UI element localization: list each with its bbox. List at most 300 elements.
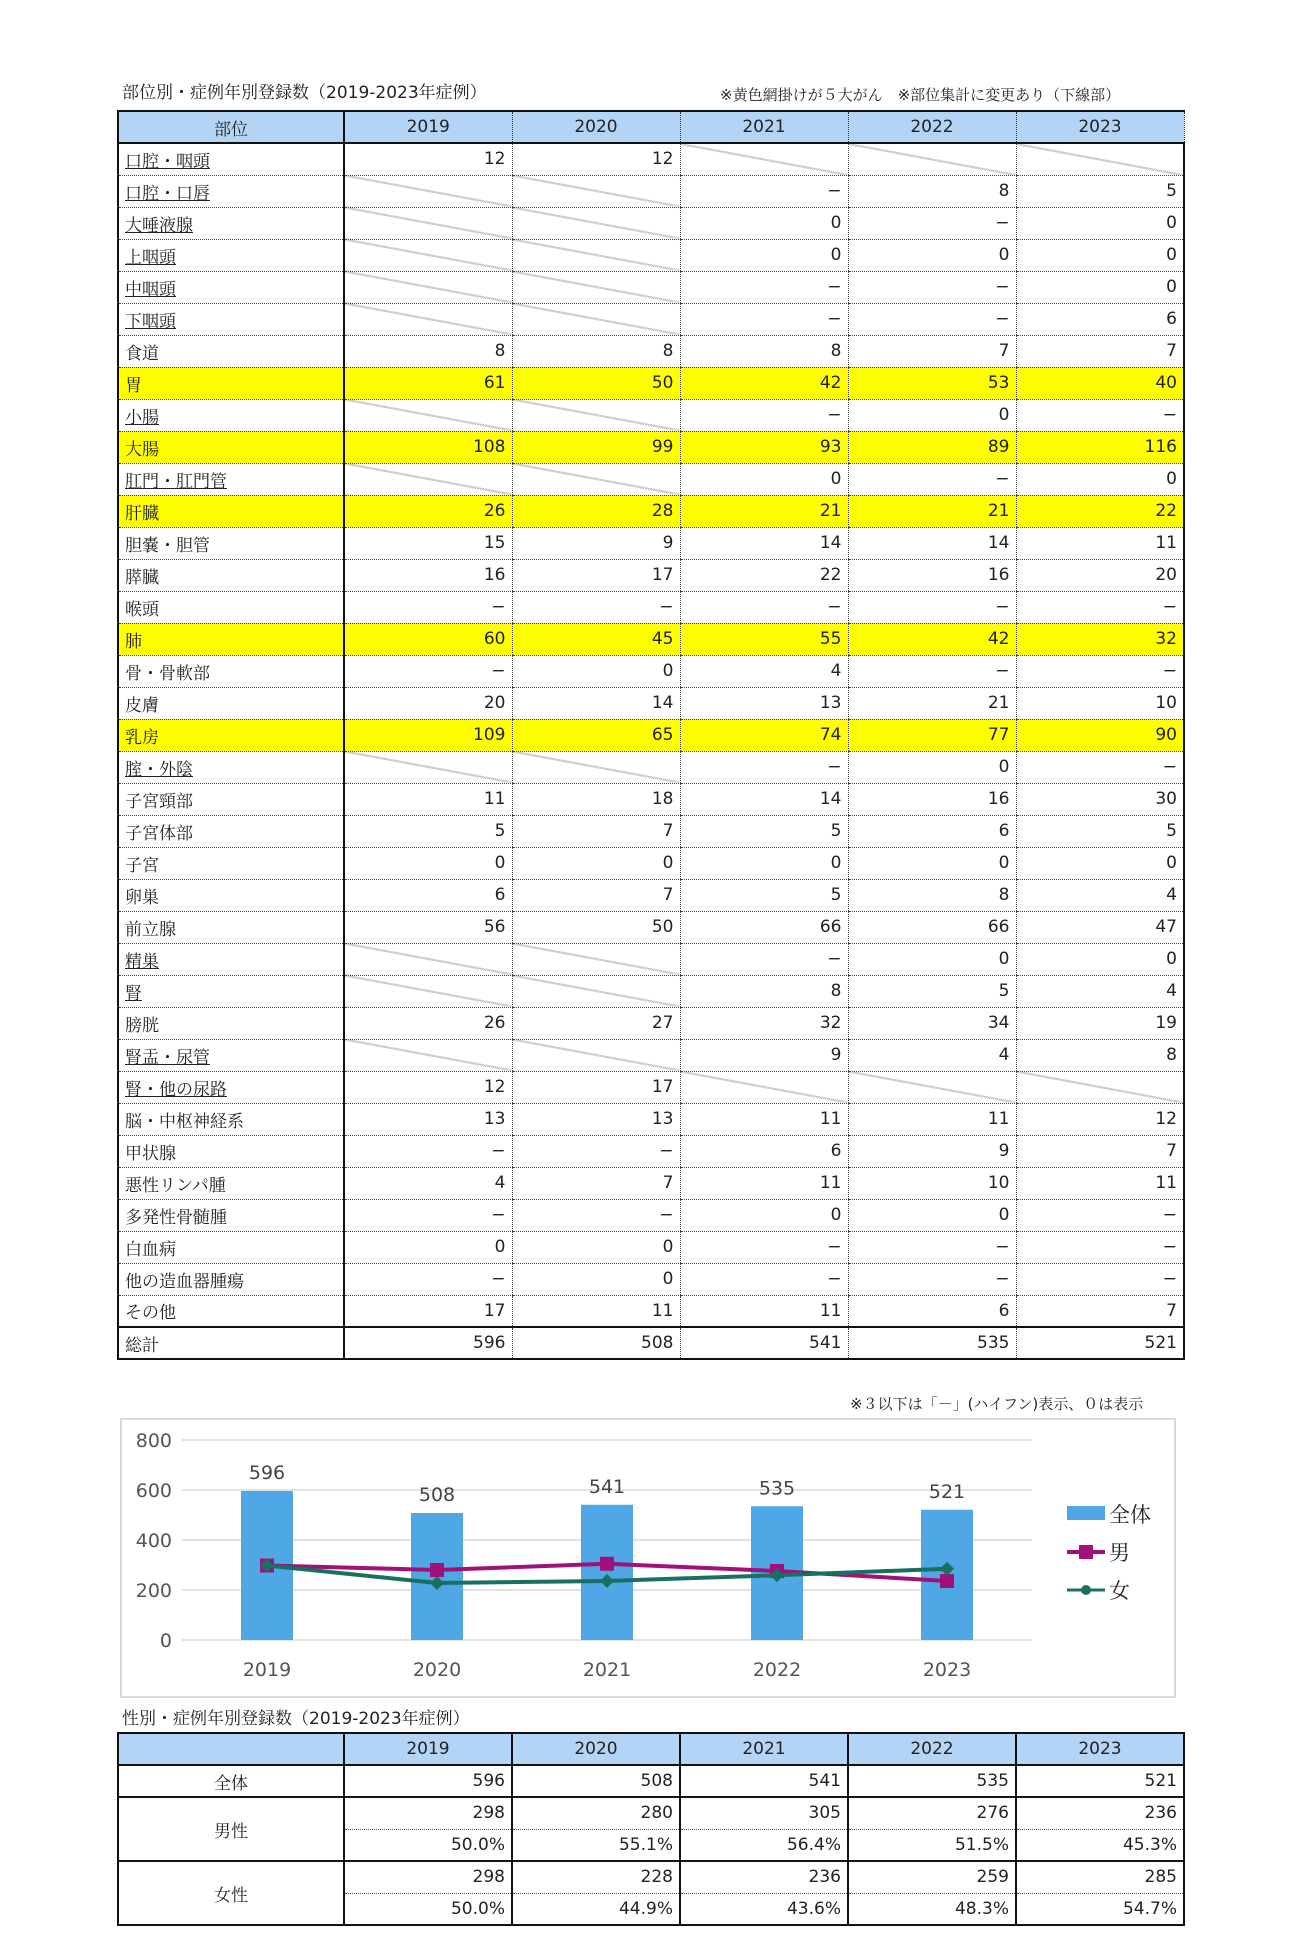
site-name-text: 子宮 [125, 855, 159, 876]
count-cell: 5 [1016, 175, 1184, 207]
count-cell: 22 [1016, 495, 1184, 527]
count-cell: 0 [1016, 271, 1184, 303]
count-cell: 66 [848, 911, 1016, 943]
sex-cell: 54.7% [1016, 1893, 1184, 1925]
count-cell: 5 [848, 975, 1016, 1007]
site-row [118, 1167, 1184, 1199]
marker-male [600, 1557, 614, 1571]
count-cell: 7 [1016, 335, 1184, 367]
count-cell: 13 [512, 1103, 680, 1135]
count-cell: − [848, 1263, 1016, 1295]
site-row [118, 655, 1184, 687]
count-cell: 16 [848, 559, 1016, 591]
count-cell: 77 [848, 719, 1016, 751]
site-row [118, 431, 1184, 463]
chart-canvas [122, 1420, 1174, 1696]
count-cell: − [1016, 399, 1184, 431]
site-row [118, 1007, 1184, 1039]
sex-cell: 51.5% [848, 1829, 1016, 1861]
count-cell: − [512, 1135, 680, 1167]
site-row [118, 751, 1184, 783]
count-cell: 0 [1016, 207, 1184, 239]
count-cell: − [512, 1199, 680, 1231]
count-cell: 0 [344, 1231, 512, 1263]
not-applicable-cell [512, 399, 680, 431]
y-tick-label: 0 [159, 1630, 172, 1652]
site-row [118, 527, 1184, 559]
sex-cell: 305 [680, 1797, 848, 1829]
count-cell: − [344, 1135, 512, 1167]
site-name-text: 乳房 [125, 727, 159, 748]
count-cell: 6 [1016, 303, 1184, 335]
count-cell: − [1016, 1199, 1184, 1231]
count-cell: 0 [1016, 239, 1184, 271]
site-row [118, 975, 1184, 1007]
site-name [118, 751, 344, 783]
count-cell: − [680, 751, 848, 783]
header-2022: 2022 [848, 111, 1016, 143]
registration-chart [120, 1418, 1176, 1698]
site-row [118, 463, 1184, 495]
marker-male [430, 1563, 444, 1577]
count-cell: 11 [680, 1295, 848, 1327]
site-name [118, 431, 344, 463]
site-registration-table [117, 110, 1185, 1360]
count-cell: 10 [848, 1167, 1016, 1199]
count-cell: − [680, 1231, 848, 1263]
site-row [118, 943, 1184, 975]
not-applicable-cell [344, 975, 512, 1007]
count-cell: − [512, 591, 680, 623]
sex-row-all [118, 1765, 1184, 1797]
bar-data-label: 541 [588, 1475, 626, 1498]
count-cell: − [680, 175, 848, 207]
site-name [118, 271, 344, 303]
site-name-text: 膀胱 [125, 1015, 159, 1036]
not-applicable-cell [344, 943, 512, 975]
count-cell: 20 [344, 687, 512, 719]
bar-data-label: 508 [418, 1484, 456, 1506]
count-cell: 14 [680, 527, 848, 559]
count-cell: 0 [1016, 847, 1184, 879]
count-cell: 16 [848, 783, 1016, 815]
count-cell: 6 [848, 815, 1016, 847]
count-cell: − [1016, 1231, 1184, 1263]
count-cell: 521 [1016, 1327, 1184, 1359]
site-name-text: 脳・中枢神経系 [125, 1111, 244, 1132]
site-row [118, 1295, 1184, 1327]
site-table-header-row [118, 111, 1184, 143]
site-name [118, 1199, 344, 1231]
count-cell: 541 [680, 1327, 848, 1359]
not-applicable-cell [344, 175, 512, 207]
count-cell: − [680, 591, 848, 623]
count-cell: 20 [1016, 559, 1184, 591]
legend-label-female: 女 [1109, 1579, 1130, 1603]
site-name-text: 前立腺 [125, 919, 176, 940]
count-cell: 0 [680, 207, 848, 239]
count-cell: 14 [848, 527, 1016, 559]
count-cell: − [848, 591, 1016, 623]
site-name-text: 食道 [125, 343, 159, 364]
site-table-title: 部位別・症例年別登録数（2019-2023年症例） [122, 83, 487, 103]
count-cell: − [848, 271, 1016, 303]
header-site: 部位 [118, 111, 344, 143]
count-cell: 0 [680, 239, 848, 271]
count-cell: − [344, 1263, 512, 1295]
not-applicable-cell [512, 271, 680, 303]
site-name [118, 975, 344, 1007]
site-name-text: 肺 [125, 631, 142, 652]
count-cell: 0 [512, 655, 680, 687]
sex-cell: 541 [680, 1765, 848, 1797]
sex-cell: 535 [848, 1765, 1016, 1797]
count-cell: 535 [848, 1327, 1016, 1359]
site-name [118, 495, 344, 527]
not-applicable-cell [512, 975, 680, 1007]
count-cell: − [1016, 751, 1184, 783]
count-cell: 11 [680, 1167, 848, 1199]
sex-header-2020: 2020 [512, 1733, 680, 1765]
sex-cell: 228 [512, 1861, 680, 1893]
sex-label-all: 全体 [118, 1765, 344, 1797]
count-cell: 55 [680, 623, 848, 655]
not-applicable-cell [344, 463, 512, 495]
count-cell: 11 [1016, 1167, 1184, 1199]
count-cell: 0 [848, 399, 1016, 431]
count-cell: 47 [1016, 911, 1184, 943]
count-cell: − [680, 399, 848, 431]
site-name-text: 中咽頭 [125, 279, 176, 300]
header-2023: 2023 [1016, 111, 1184, 143]
site-row [118, 1135, 1184, 1167]
count-cell: 0 [680, 847, 848, 879]
site-name-text: その他 [125, 1303, 176, 1324]
count-cell: 26 [344, 495, 512, 527]
site-name-text: 腎 [125, 983, 142, 1004]
count-cell: 0 [1016, 463, 1184, 495]
site-name [118, 1295, 344, 1327]
count-cell: 8 [1016, 1039, 1184, 1071]
not-applicable-cell [344, 751, 512, 783]
sex-cell: 236 [1016, 1797, 1184, 1829]
site-name [118, 527, 344, 559]
site-name-text: 精巣 [125, 951, 159, 972]
count-cell: 15 [344, 527, 512, 559]
count-cell: 21 [848, 687, 1016, 719]
site-name [118, 1135, 344, 1167]
not-applicable-cell [344, 207, 512, 239]
site-name [118, 943, 344, 975]
count-cell: 9 [848, 1135, 1016, 1167]
x-tick-label: 2019 [242, 1659, 292, 1681]
sex-table-title: 性別・症例年別登録数（2019-2023年症例） [122, 1709, 470, 1729]
not-applicable-cell [344, 239, 512, 271]
y-tick-label: 400 [135, 1530, 172, 1552]
count-cell: 8 [512, 335, 680, 367]
count-cell: 0 [1016, 943, 1184, 975]
count-cell: 21 [848, 495, 1016, 527]
site-name-text: 骨・骨軟部 [125, 663, 210, 684]
site-name-text: 他の造血器腫瘍 [125, 1271, 244, 1292]
count-cell: 10 [1016, 687, 1184, 719]
not-applicable-cell [848, 1071, 1016, 1103]
site-row [118, 335, 1184, 367]
count-cell: 0 [512, 1263, 680, 1295]
site-name [118, 655, 344, 687]
site-name [118, 399, 344, 431]
count-cell: 8 [680, 975, 848, 1007]
site-name [118, 879, 344, 911]
sex-header-2022: 2022 [848, 1733, 1016, 1765]
site-row [118, 623, 1184, 655]
sex-cell: 50.0% [344, 1893, 512, 1925]
count-cell: 12 [344, 143, 512, 175]
not-applicable-cell [512, 943, 680, 975]
count-cell: 17 [512, 559, 680, 591]
site-name [118, 1231, 344, 1263]
not-applicable-cell [680, 1071, 848, 1103]
count-cell: 6 [680, 1135, 848, 1167]
count-cell: 99 [512, 431, 680, 463]
site-name-text: 子宮頸部 [125, 791, 193, 812]
count-cell: − [848, 303, 1016, 335]
site-row [118, 303, 1184, 335]
sex-row-female-count [118, 1861, 1184, 1893]
count-cell: − [344, 655, 512, 687]
site-name-text: 子宮体部 [125, 823, 193, 844]
site-name [118, 719, 344, 751]
sex-cell: 50.0% [344, 1829, 512, 1861]
count-cell: 5 [1016, 815, 1184, 847]
sex-label-male: 男性 [118, 1797, 344, 1861]
count-cell: 17 [344, 1295, 512, 1327]
count-cell: 8 [344, 335, 512, 367]
site-row [118, 719, 1184, 751]
count-cell: 116 [1016, 431, 1184, 463]
site-name [118, 1007, 344, 1039]
site-name [118, 687, 344, 719]
count-cell: − [848, 207, 1016, 239]
site-name-text: 肛門・肛門管 [125, 471, 227, 492]
site-row [118, 911, 1184, 943]
not-applicable-cell [512, 303, 680, 335]
count-cell: 50 [512, 367, 680, 399]
not-applicable-cell [512, 463, 680, 495]
count-cell: 28 [512, 495, 680, 527]
site-name-text: 口腔・咽頭 [125, 151, 210, 172]
site-name-text: 大腸 [125, 439, 159, 460]
header-2020: 2020 [512, 111, 680, 143]
not-applicable-cell [680, 143, 848, 175]
not-applicable-cell [512, 239, 680, 271]
not-applicable-cell [344, 399, 512, 431]
site-name-text: 下咽頭 [125, 311, 176, 332]
site-name [118, 1071, 344, 1103]
site-row [118, 143, 1184, 175]
site-name-text: 喉頭 [125, 599, 159, 620]
count-cell: 8 [680, 335, 848, 367]
sex-cell: 259 [848, 1861, 1016, 1893]
site-name-text: 総計 [125, 1335, 159, 1356]
count-cell: 0 [848, 847, 1016, 879]
count-cell: 12 [512, 143, 680, 175]
site-table-footnote: ※３以下は「－」(ハイフン)表示、０は表示 [850, 1395, 1144, 1413]
sex-cell: 45.3% [1016, 1829, 1184, 1861]
bar-data-label: 521 [928, 1480, 966, 1503]
bar-total [581, 1505, 633, 1640]
count-cell: − [680, 271, 848, 303]
not-applicable-cell [344, 1039, 512, 1071]
site-name [118, 367, 344, 399]
sex-header-2019: 2019 [344, 1733, 512, 1765]
count-cell: 0 [848, 751, 1016, 783]
count-cell: 596 [344, 1327, 512, 1359]
not-applicable-cell [344, 271, 512, 303]
count-cell: 508 [512, 1327, 680, 1359]
site-table-body [118, 143, 1184, 1359]
count-cell: 34 [848, 1007, 1016, 1039]
count-cell: 8 [848, 175, 1016, 207]
not-applicable-cell [1016, 1071, 1184, 1103]
site-name [118, 239, 344, 271]
site-row [118, 783, 1184, 815]
count-cell: − [1016, 591, 1184, 623]
sex-header-2021: 2021 [680, 1733, 848, 1765]
site-row [118, 239, 1184, 271]
count-cell: 12 [1016, 1103, 1184, 1135]
count-cell: 0 [512, 1231, 680, 1263]
site-row [118, 399, 1184, 431]
sex-cell: 280 [512, 1797, 680, 1829]
count-cell: 6 [848, 1295, 1016, 1327]
site-name-text: 胃 [125, 375, 142, 396]
count-cell: 90 [1016, 719, 1184, 751]
bar-data-label: 535 [758, 1477, 796, 1500]
site-row [118, 1199, 1184, 1231]
count-cell: 89 [848, 431, 1016, 463]
sex-cell: 43.6% [680, 1893, 848, 1925]
count-cell: − [848, 1231, 1016, 1263]
site-name-text: 甲状腺 [125, 1143, 176, 1164]
marker-male [940, 1574, 954, 1588]
site-name [118, 1167, 344, 1199]
site-row [118, 495, 1184, 527]
count-cell: 16 [344, 559, 512, 591]
sex-header-blank [118, 1733, 344, 1765]
site-row [118, 175, 1184, 207]
count-cell: 108 [344, 431, 512, 463]
site-row [118, 1039, 1184, 1071]
site-row [118, 1103, 1184, 1135]
site-table-note: ※黄色網掛けが５大がん ※部位集計に変更あり（下線部） [720, 86, 1121, 104]
sex-cell: 44.9% [512, 1893, 680, 1925]
count-cell: 0 [344, 847, 512, 879]
x-tick-label: 2022 [752, 1659, 802, 1681]
count-cell: 4 [1016, 975, 1184, 1007]
count-cell: 42 [680, 367, 848, 399]
count-cell: 26 [344, 1007, 512, 1039]
count-cell: 4 [848, 1039, 1016, 1071]
count-cell: 5 [344, 815, 512, 847]
site-name-text: 多発性骨髄腫 [125, 1207, 227, 1228]
site-name [118, 335, 344, 367]
sex-row-male-count [118, 1797, 1184, 1829]
count-cell: 53 [848, 367, 1016, 399]
site-name [118, 847, 344, 879]
count-cell: 4 [344, 1167, 512, 1199]
count-cell: 0 [848, 943, 1016, 975]
count-cell: − [848, 463, 1016, 495]
legend-marker-female [1081, 1585, 1091, 1595]
count-cell: 56 [344, 911, 512, 943]
header-2021: 2021 [680, 111, 848, 143]
site-name [118, 303, 344, 335]
count-cell: 50 [512, 911, 680, 943]
not-applicable-cell [512, 175, 680, 207]
sex-cell: 298 [344, 1861, 512, 1893]
count-cell: 74 [680, 719, 848, 751]
count-cell: 5 [680, 879, 848, 911]
count-cell: − [344, 1199, 512, 1231]
sex-registration-table [117, 1732, 1185, 1926]
count-cell: 9 [512, 527, 680, 559]
count-cell: 8 [848, 879, 1016, 911]
count-cell: 40 [1016, 367, 1184, 399]
count-cell: 0 [680, 1199, 848, 1231]
sex-header-2023: 2023 [1016, 1733, 1184, 1765]
site-name [118, 815, 344, 847]
legend-marker-male [1079, 1545, 1093, 1559]
site-name-text: 膵臓 [125, 567, 159, 588]
count-cell: 4 [1016, 879, 1184, 911]
count-cell: − [680, 1263, 848, 1295]
count-cell: 0 [848, 239, 1016, 271]
count-cell: 32 [680, 1007, 848, 1039]
count-cell: 13 [680, 687, 848, 719]
count-cell: 11 [512, 1295, 680, 1327]
count-cell: 7 [848, 335, 1016, 367]
site-name [118, 591, 344, 623]
count-cell: − [848, 655, 1016, 687]
count-cell: − [680, 303, 848, 335]
site-row [118, 367, 1184, 399]
site-name [118, 143, 344, 175]
site-name [118, 207, 344, 239]
count-cell: 45 [512, 623, 680, 655]
site-name-text: 大唾液腺 [125, 215, 193, 236]
site-row [118, 1231, 1184, 1263]
total-row [118, 1327, 1184, 1359]
site-name [118, 783, 344, 815]
sex-cell: 285 [1016, 1861, 1184, 1893]
site-name-text: 口腔・口唇 [125, 183, 210, 204]
site-name-text: 上咽頭 [125, 247, 176, 268]
site-row [118, 1263, 1184, 1295]
count-cell: 19 [1016, 1007, 1184, 1039]
count-cell: 6 [344, 879, 512, 911]
count-cell: 7 [512, 1167, 680, 1199]
sex-cell: 236 [680, 1861, 848, 1893]
x-tick-label: 2021 [582, 1659, 632, 1681]
count-cell: − [1016, 1263, 1184, 1295]
count-cell: 9 [680, 1039, 848, 1071]
count-cell: 0 [848, 1199, 1016, 1231]
site-name [118, 175, 344, 207]
site-name [118, 1263, 344, 1295]
count-cell: 7 [512, 815, 680, 847]
sex-label-female: 女性 [118, 1861, 344, 1925]
